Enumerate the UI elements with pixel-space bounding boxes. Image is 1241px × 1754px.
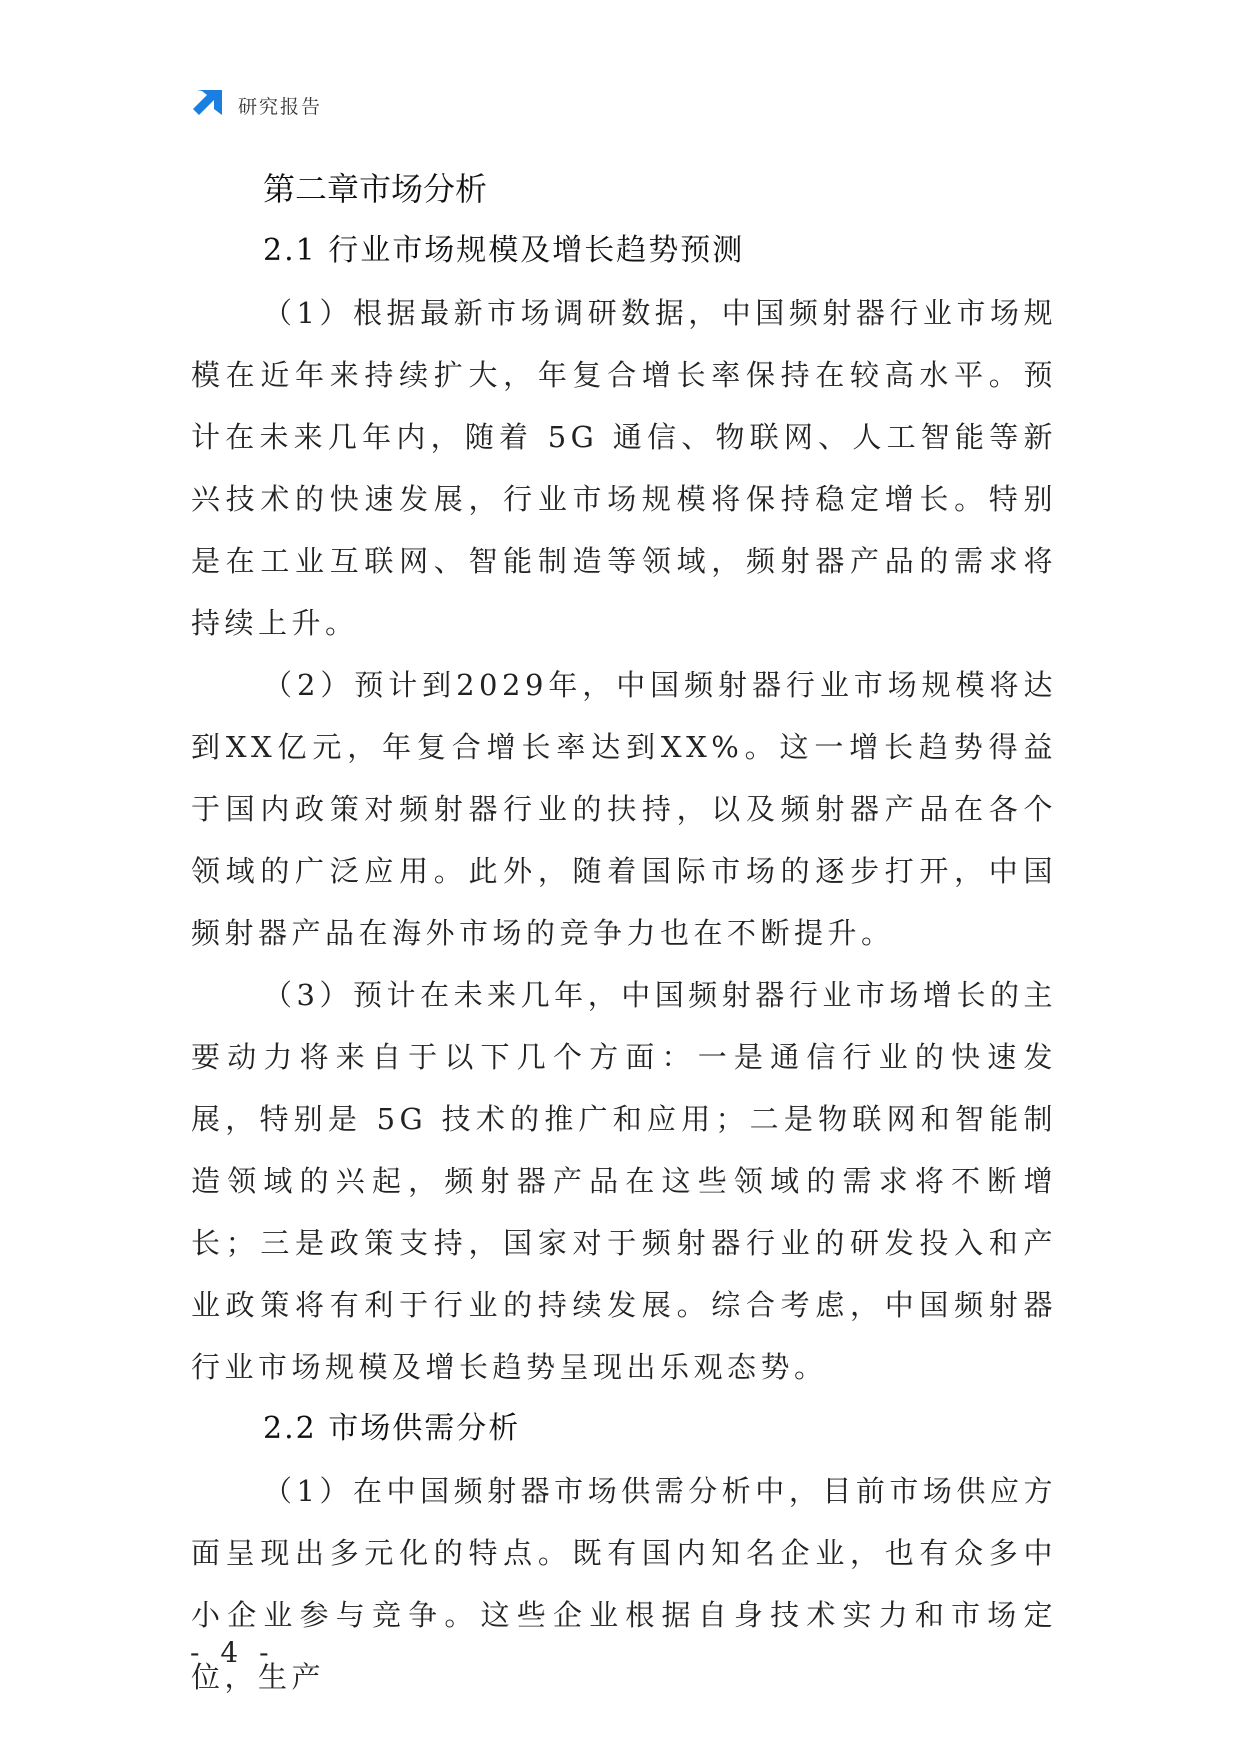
- paragraph: （1）根据最新市场调研数据，中国频射器行业市场规模在近年来持续扩大，年复合增长率保持在较高水平。预计在未来几年内，随着 5G 通信、物联网、人工智能等新兴技术的快速发展，行业市场规模将保持稳定增长。特别是在工业互联网、智能制造等领域，频射器产品的需求将持续上升。: [191, 296, 1057, 640]
- chapter-title: 第二章市场分析: [263, 170, 488, 208]
- section-title-2-1: 2.1 行业市场规模及增长趋势预测: [263, 233, 745, 268]
- arrow-up-right-icon: [190, 88, 224, 122]
- paragraph: （3）预计在未来几年，中国频射器行业市场增长的主要动力将来自于以下几个方面：一是通信行业的快速发展，特别是 5G 技术的推广和应用；二是物联网和智能制造领域的兴起，频射器产品在这些领域的需求将不断增长；三是政策支持，国家对于频射器行业的研发投入和产业政策将有利于行业的持续发展。综合考虑，中国频射器行业市场规模及增长趋势呈现出乐观态势。: [191, 978, 1057, 1384]
- paragraph: （1）在中国频射器市场供需分析中，目前市场供应方面呈现出多元化的特点。既有国内知名企业，也有众多中小企业参与竞争。这些企业根据自身技术实力和市场定位，生产: [191, 1474, 1057, 1694]
- header-title: 研究报告: [238, 95, 323, 118]
- document-body: [191, 158, 1057, 1708]
- paragraph: （2）预计到2029年，中国频射器行业市场规模将达到XX亿元，年复合增长率达到XX%。这一增长趋势得益于国内政策对频射器行业的扶持，以及频射器产品在各个领域的广泛应用。此外，随着国际市场的逐步打开，中国频射器产品在海外市场的竞争力也在不断提升。: [191, 668, 1057, 950]
- page-number: - 4 -: [190, 1636, 275, 1669]
- section-title-2-2: 2.2 市场供需分析: [263, 1411, 521, 1446]
- report-header: [190, 88, 322, 122]
